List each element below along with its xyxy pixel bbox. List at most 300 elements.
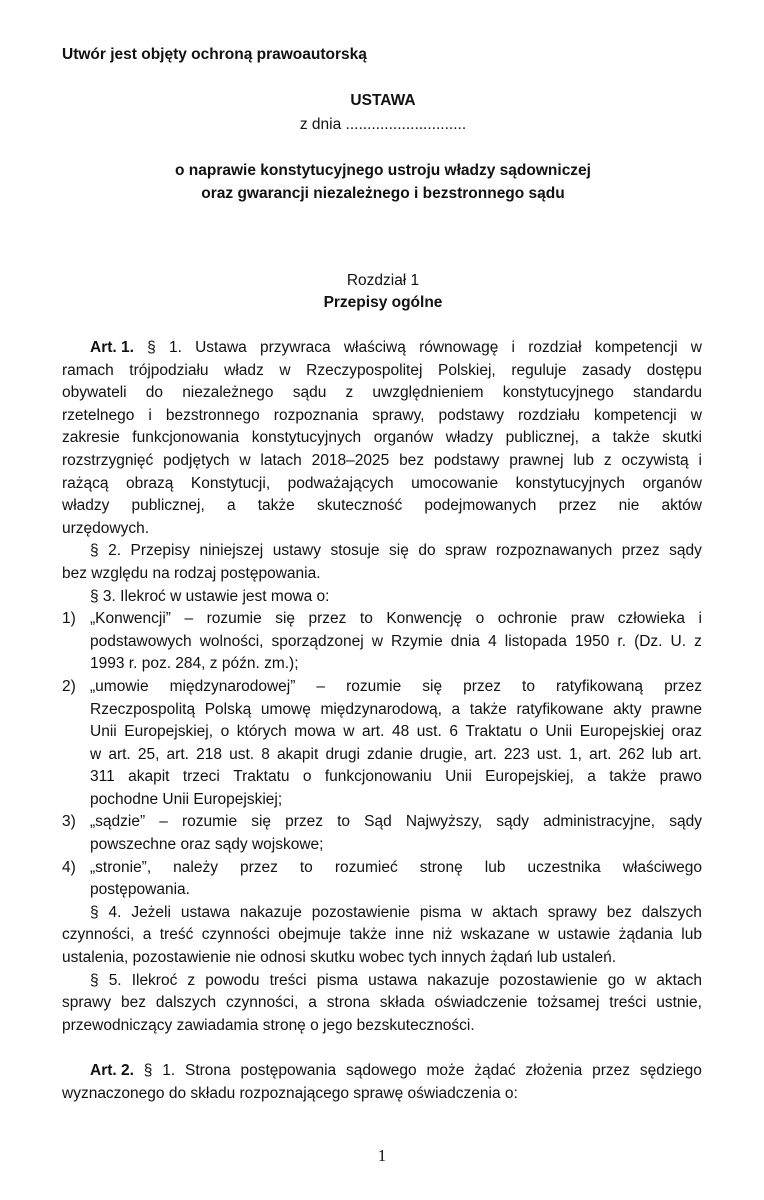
word: władzy xyxy=(62,497,110,515)
word: tożsamej xyxy=(537,994,600,1012)
word: podstawy xyxy=(438,406,504,424)
word: inne xyxy=(394,926,425,944)
word: obrazą xyxy=(126,474,174,492)
word: równowagę xyxy=(419,339,499,356)
word: – xyxy=(184,610,194,628)
word: przez xyxy=(592,1062,631,1079)
word: z xyxy=(187,971,196,989)
text-line xyxy=(90,766,702,789)
word: akty xyxy=(613,700,642,718)
word: wolności, xyxy=(199,632,264,650)
word: skuteczność xyxy=(316,497,403,515)
text-line xyxy=(62,518,702,541)
text-line xyxy=(90,744,702,767)
word: 8 xyxy=(261,745,270,763)
word: aktach xyxy=(656,971,702,989)
word: pozostawienie xyxy=(311,903,410,921)
word: Konwencję xyxy=(386,610,463,628)
word: a xyxy=(226,497,236,515)
word: ust. xyxy=(416,723,442,741)
word: o xyxy=(302,768,312,786)
word: Art. 2. xyxy=(90,1062,134,1079)
word: Przepisy xyxy=(130,542,190,560)
word: 1. xyxy=(168,339,182,356)
text-line xyxy=(90,699,702,722)
text-line xyxy=(90,653,702,676)
word: w xyxy=(371,632,383,650)
act-title-line-2: oraz gwarancji niezależnego i bezstronnego sądu xyxy=(201,185,565,202)
word: w xyxy=(690,406,702,424)
word: U. xyxy=(670,632,687,650)
word: aktów xyxy=(661,497,702,515)
word: władzy xyxy=(445,429,494,447)
word: dnia xyxy=(450,632,481,650)
word: bez xyxy=(399,451,425,469)
word: rozdziału xyxy=(517,406,581,424)
word: Rzeczypospolitej xyxy=(306,361,423,379)
word: Najwyższy, xyxy=(405,813,483,831)
word: zakresie xyxy=(62,429,120,447)
word: konstytucyjnego xyxy=(502,384,614,402)
word: Unii xyxy=(545,723,573,741)
paragraph xyxy=(62,586,702,609)
word: prawnej xyxy=(509,451,564,469)
word: to xyxy=(337,813,351,831)
word: „umowie xyxy=(90,677,149,695)
word: złożenia xyxy=(525,1062,583,1079)
word: ustawie xyxy=(557,926,611,944)
word: lub xyxy=(681,926,702,944)
word: prawo xyxy=(659,768,702,786)
word: treści xyxy=(609,994,647,1012)
text-line xyxy=(62,495,702,518)
word: oczywistą xyxy=(621,451,689,469)
word: kompetencji xyxy=(594,406,677,424)
text-line xyxy=(62,473,702,496)
word: nie xyxy=(618,497,640,515)
word: rozpoznawanych xyxy=(495,542,613,560)
word: ratyfikowaną xyxy=(556,677,644,695)
word: „stronie”, xyxy=(90,858,152,876)
word: 1. xyxy=(162,1062,176,1079)
word: podstawy xyxy=(433,451,500,469)
word: się xyxy=(389,542,409,560)
word: i xyxy=(698,451,702,469)
word: 4 xyxy=(488,632,497,650)
word: o xyxy=(220,723,230,741)
word: bez xyxy=(606,903,632,921)
word: prawne xyxy=(651,700,702,718)
word: stosuje xyxy=(330,542,380,560)
word: lub xyxy=(651,745,673,763)
word: przez xyxy=(621,542,660,560)
word: Sąd xyxy=(364,813,392,831)
word: Rzymie xyxy=(391,632,443,650)
word: niniejszej xyxy=(199,542,264,560)
word: 262 xyxy=(618,745,645,763)
word: czynności, xyxy=(226,994,299,1012)
word: Unii xyxy=(445,768,472,786)
word: 2018–2025 xyxy=(311,451,390,469)
word: ratyfikowane xyxy=(516,700,604,718)
word: się xyxy=(275,610,296,628)
word: konstytucyjnych xyxy=(515,474,625,492)
word: Europejskiej xyxy=(579,723,665,741)
word: i xyxy=(148,406,152,424)
word: sądowego xyxy=(345,1062,417,1079)
word: w xyxy=(279,361,291,379)
word: Art. 1. xyxy=(90,339,134,356)
word: to xyxy=(299,858,313,876)
word: przywraca xyxy=(260,339,331,356)
word: pozostawienie xyxy=(499,971,598,989)
text-line xyxy=(90,631,702,654)
word: z xyxy=(603,451,612,469)
word: Unii xyxy=(90,723,117,741)
word: wskazane xyxy=(460,926,530,944)
word: Strona xyxy=(184,1062,231,1079)
word: w xyxy=(471,903,483,921)
word: art. xyxy=(108,745,131,763)
text-line xyxy=(62,405,702,428)
word: pisma xyxy=(316,971,359,989)
word: a xyxy=(308,994,317,1012)
text-line xyxy=(90,811,702,834)
word: skutki xyxy=(662,429,702,447)
text-line xyxy=(90,721,702,744)
text-line xyxy=(62,1060,702,1083)
word: przez xyxy=(664,677,702,695)
word: – xyxy=(316,677,326,695)
word: w xyxy=(343,723,355,741)
word: oświadczenie xyxy=(434,994,528,1012)
paragraph xyxy=(62,970,702,1038)
word: konstytucyjnych xyxy=(251,429,362,447)
word: § xyxy=(90,542,99,560)
line-text: postępowania. xyxy=(90,881,190,899)
word: z xyxy=(694,632,702,650)
word: obywateli xyxy=(62,384,127,402)
word: 6 xyxy=(449,723,458,741)
word: 1, xyxy=(569,745,582,763)
word: w xyxy=(635,971,647,989)
word: ramach xyxy=(62,361,114,379)
word: należy xyxy=(173,858,218,876)
text-line xyxy=(90,608,702,631)
list-item-number: 4) xyxy=(62,858,76,876)
word: drugi xyxy=(325,745,360,763)
text-line xyxy=(90,789,702,812)
word: a xyxy=(587,768,596,786)
word: sądy xyxy=(496,813,530,831)
word: organów xyxy=(642,474,702,492)
word: Ustawa xyxy=(195,339,247,356)
text-line xyxy=(62,360,702,383)
text-line xyxy=(90,834,702,857)
word: ustawa xyxy=(368,971,418,989)
word: kompetencji xyxy=(594,339,678,356)
word: Traktatu xyxy=(233,768,290,786)
paragraph xyxy=(62,902,702,970)
word: obejmuje xyxy=(278,926,342,944)
word: reguluje xyxy=(511,361,567,379)
word: lub xyxy=(484,858,506,876)
word: przez xyxy=(308,610,347,628)
word: o xyxy=(475,610,485,628)
word: dalszych xyxy=(155,994,217,1012)
text-line xyxy=(90,879,702,902)
word: w xyxy=(538,926,550,944)
word: to xyxy=(359,610,373,628)
word: ustawy xyxy=(272,542,321,560)
word: bezstronnego xyxy=(165,406,260,424)
line-text: pochodne Unii Europejskiej; xyxy=(90,790,283,808)
line-text: wyznaczonego do składu rozpoznającego sprawę oświadczenia o: xyxy=(62,1084,518,1102)
word: art. xyxy=(166,745,189,763)
act-title-line-1: o naprawie konstytucyjnego ustroju władzy sądowniczej xyxy=(174,162,591,179)
word: rozumieć xyxy=(334,858,398,876)
word: sędziego xyxy=(639,1062,702,1079)
word: listopada xyxy=(504,632,567,650)
list-item-number: 1) xyxy=(62,610,76,628)
word: podejmowanych xyxy=(424,497,537,515)
text-line xyxy=(90,676,702,699)
text-line xyxy=(90,857,702,880)
word: Jeżeli xyxy=(131,903,171,921)
word: niezależnego xyxy=(182,384,274,402)
word: rażącą xyxy=(62,474,109,492)
word: i xyxy=(511,339,515,356)
word: nakazuje xyxy=(427,971,490,989)
word: rozumie xyxy=(346,677,402,695)
word: żądać xyxy=(474,1062,516,1079)
word: 311 xyxy=(90,768,115,786)
word: sprawy xyxy=(547,903,597,921)
word: Ilekroć xyxy=(131,971,178,989)
word: § xyxy=(147,339,156,356)
act-type: USTAWA xyxy=(350,92,416,109)
word: do xyxy=(418,542,436,560)
word: to xyxy=(522,677,535,695)
word: ustnie, xyxy=(656,994,702,1012)
word: czynności, xyxy=(62,926,135,944)
word: administracyjne, xyxy=(543,813,656,831)
word: Konstytucji, xyxy=(190,474,271,492)
word: których xyxy=(236,723,287,741)
text-line xyxy=(62,563,702,586)
word: publicznej, xyxy=(131,497,205,515)
word: także xyxy=(609,768,647,786)
word: sądy xyxy=(669,542,702,560)
word: sporządzonej xyxy=(271,632,364,650)
word: mowa xyxy=(294,723,336,741)
word: strona xyxy=(326,994,370,1012)
word: praw xyxy=(570,610,605,628)
word: przez xyxy=(558,497,597,515)
word: niż xyxy=(432,926,453,944)
text-line xyxy=(62,382,702,405)
word: ust. xyxy=(229,745,255,763)
word: ustawa xyxy=(180,903,230,921)
word: stronę xyxy=(419,858,463,876)
word: rozdział xyxy=(528,339,582,356)
word: rzetelnego xyxy=(62,406,135,424)
word: aktach xyxy=(492,903,538,921)
list-item xyxy=(62,857,702,902)
word: żądania xyxy=(618,926,673,944)
word: i xyxy=(698,610,702,628)
word: człowieka xyxy=(617,610,685,628)
word: funkcjonowania xyxy=(132,429,240,447)
word: może xyxy=(426,1062,465,1079)
word: lub xyxy=(573,451,595,469)
word: 223 xyxy=(503,745,530,763)
word: (Dz. xyxy=(634,632,663,650)
document-body xyxy=(62,337,702,1105)
word: § xyxy=(90,903,99,921)
word: a xyxy=(451,700,461,718)
word: trójpodziału xyxy=(129,361,209,379)
word: składa xyxy=(379,994,425,1012)
word: go xyxy=(607,971,625,989)
word: podważających xyxy=(287,474,394,492)
word: oraz xyxy=(671,723,702,741)
article xyxy=(62,1060,702,1105)
word: art. xyxy=(589,745,612,763)
word: trzeci xyxy=(182,768,220,786)
word: przez xyxy=(239,858,278,876)
word: sprawy xyxy=(62,994,112,1012)
word: treść xyxy=(159,926,194,944)
text-line xyxy=(62,970,702,993)
word: także xyxy=(257,497,295,515)
word: czynności xyxy=(201,926,270,944)
word: także xyxy=(612,429,650,447)
word: się xyxy=(422,677,443,695)
line-text: 1993 r. poz. 284, z późn. zm.); xyxy=(90,655,299,673)
date-line: z dnia ............................ xyxy=(299,116,467,133)
chapter-title: Przepisy ogólne xyxy=(323,294,443,311)
word: 25, xyxy=(137,745,160,763)
word: ochronie xyxy=(497,610,558,628)
word: funkcjonowaniu xyxy=(324,768,432,786)
word: postępowania xyxy=(240,1062,337,1079)
word: treści xyxy=(269,971,307,989)
word: 48 xyxy=(391,723,410,741)
word: art. xyxy=(474,745,497,763)
word: „Konwencji” xyxy=(90,610,171,628)
word: w xyxy=(90,745,102,763)
word: Traktatu xyxy=(465,723,522,741)
word: sprawy, xyxy=(372,406,425,424)
word: międzynarodową, xyxy=(320,700,442,718)
word: w xyxy=(239,451,251,469)
word: w xyxy=(690,339,702,356)
word: władz xyxy=(224,361,264,379)
text-line xyxy=(62,947,702,970)
word: z xyxy=(345,384,354,402)
word: także xyxy=(349,926,387,944)
word: podjętych xyxy=(163,451,230,469)
word: się xyxy=(251,813,272,831)
word: przez xyxy=(463,677,502,695)
text-line xyxy=(62,427,702,450)
line-text: ustalenia, pozostawienie nie odnosi skutku wobec tych innych żądań lub ustaleń. xyxy=(62,949,617,967)
line-text: przewodniczący zawiadamia stronę o jego bezskuteczności. xyxy=(62,1016,475,1034)
line-text: urzędowych. xyxy=(62,519,150,537)
word: drugie, xyxy=(419,745,468,763)
word: międzynarodowej” xyxy=(169,677,296,695)
word: spraw xyxy=(445,542,487,560)
word: zdanie xyxy=(367,745,413,763)
word: Polską xyxy=(204,700,252,718)
text-line xyxy=(62,337,702,360)
word: Rzeczpospolitą xyxy=(90,700,196,718)
word: o xyxy=(529,723,538,741)
text-line xyxy=(62,1015,702,1038)
text-line xyxy=(62,902,702,925)
word: powodu xyxy=(205,971,260,989)
word: nakazuje xyxy=(239,903,302,921)
word: latach xyxy=(260,451,302,469)
word: rozumie xyxy=(181,813,238,831)
word: § xyxy=(143,1062,153,1079)
word: przez xyxy=(285,813,324,831)
text-line xyxy=(62,586,702,609)
word: rozstrzygnięć xyxy=(62,451,154,469)
word: r. xyxy=(617,632,627,650)
word: publicznej, xyxy=(505,429,579,447)
word: uwzględnieniem xyxy=(372,384,484,402)
chapter-number: Rozdział 1 xyxy=(346,272,420,289)
word: – xyxy=(159,813,168,831)
word: pisma xyxy=(419,903,462,921)
article xyxy=(62,337,702,540)
word: organów xyxy=(373,429,434,447)
list-item xyxy=(62,811,702,856)
word: akapit xyxy=(276,745,319,763)
word: właściwą xyxy=(343,339,406,356)
word: 4. xyxy=(108,903,122,921)
page-number: 1 xyxy=(377,1146,387,1165)
word: art. xyxy=(679,745,702,763)
word: „sądzie” xyxy=(90,813,146,831)
word: do xyxy=(145,384,164,402)
word: sądy xyxy=(669,813,702,831)
text-line xyxy=(62,1083,702,1106)
word: podstawowych xyxy=(90,632,192,650)
word: rozumie xyxy=(206,610,262,628)
word: 2. xyxy=(108,542,122,560)
word: ust. xyxy=(536,745,562,763)
word: rozpoznania xyxy=(273,406,359,424)
paragraph xyxy=(62,540,702,585)
word: umowę xyxy=(260,700,311,718)
word: dalszych xyxy=(641,903,702,921)
line-text: powszechne oraz sądy wojskowe; xyxy=(90,836,324,854)
word: uczestnika xyxy=(527,858,601,876)
word: Europejskiej, xyxy=(485,768,574,786)
word: art. xyxy=(361,723,385,741)
list-item xyxy=(62,676,702,812)
text-line xyxy=(62,450,702,473)
word: akapit xyxy=(128,768,170,786)
copyright-notice: Utwór jest objęty ochroną prawoautorską xyxy=(62,46,367,63)
spacer xyxy=(62,1037,702,1060)
line-text: § 3. Ilekroć w ustawie jest mowa o: xyxy=(90,587,330,605)
text-line xyxy=(62,924,702,947)
word: także xyxy=(469,700,507,718)
